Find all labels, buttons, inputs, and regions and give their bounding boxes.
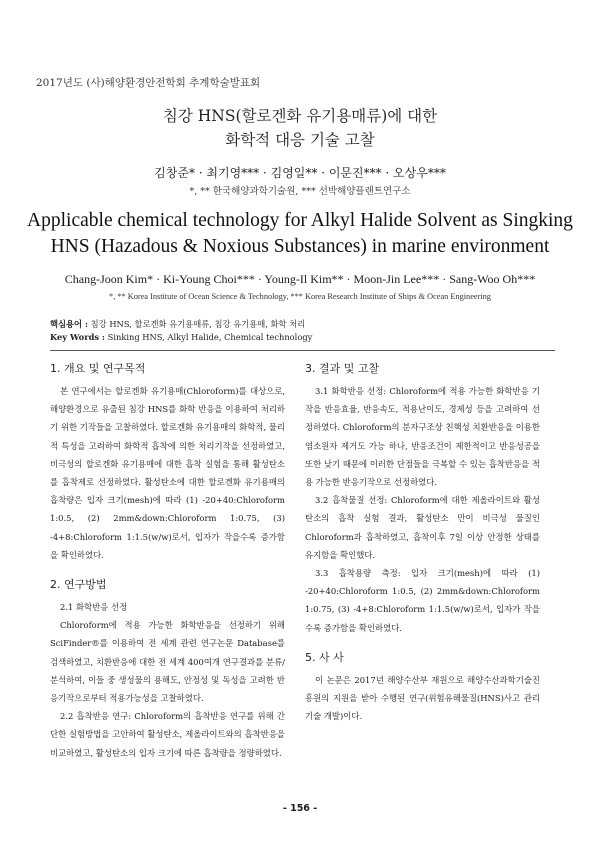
korean-affiliations: *, ** 한국해양과학기술원, *** 선박해양플랜트연구소 [189, 186, 411, 197]
section-2-paragraph-1: Chloroform에 적용 가능한 화학반응을 선정하기 위해 SciFinder®를 이용하여 전 세계 관련 연구논문 Database를 검색하였고, 치환반응에 대한 전 세계 400여개 연구결과를 분류/분석하여, 이들 중 생성물의 용해도, 안정성 및 독성을 고려한 반응기작으로부터 적용가능성을 고찰하였다. [50, 620, 285, 704]
right-column [305, 360, 540, 725]
header-divider [50, 350, 555, 351]
english-title-line-2: HNS (Hazadous & Noxious Substances) in marine environment [50, 236, 550, 257]
left-column [50, 360, 285, 762]
section-3-paragraph-3: 3.3 흡착용량 측정: 입자 크기(mesh)에 따라 (1) -20+40:Chloroform 1:0.5, (2) 2mm&down:Chloroform 1:0.75, (3) -4+8:Chloroform 1:1.5(w/w)로서, 입자가 작을수록 증가함을 확인하였다. [305, 568, 540, 633]
conference-header: 2017년도 (사)해양환경안전학회 추계학술발표회 [36, 77, 261, 89]
english-title-line-1: Applicable chemical technology for Alkyl Halide Solvent as Singking [27, 210, 573, 231]
section-2-heading: 2. 연구방법 [50, 578, 107, 592]
section-1-heading: 1. 개요 및 연구목적 [50, 362, 146, 375]
keywords-korean-text: 침강 HNS, 할로겐화 유기용매류, 침강 유기용매, 화학 처리 [90, 319, 306, 329]
section-3-heading: 3. 결과 및 고찰 [305, 362, 380, 375]
section-2-subheading: 2.1 화학반응 선정 [60, 602, 128, 613]
page-number: - 156 - [282, 803, 318, 814]
section-1-paragraph: 본 연구에서는 할로겐화 유기용매(Chloroform)를 대상으로, 해양환경으로 유출된 침강 HNS를 화학 반응을 이용하여 처리하기 위한 기작들을 고찰하였다. 할로겐화 유기용매의 화학적, 물리적 특성을 고려하여 화학적 흡착에 의한 처리기작을 선정하였고, 비극성의 할로겐화 유기용매에 대한 흡착 실험을 통해 활성탄소를 흡착제로 선정하였다. 활성탄소에 대한 할로겐화 유기용매의 흡착량은 입자 크기(mesh)에 따라 (1) -20+40:Chloroform 1:0.5, (2) 2mm&down:Chloroform 1:0.75, (3) -4+8:Chloroform 1:1.5(w/w)로서, 입자가 작을수록 증가함을 확인하였다. [50, 386, 285, 560]
korean-title-line-1: 침강 HNS(할로겐화 유기용매류)에 대한 [162, 107, 438, 125]
english-affiliations: *, ** Korea Institute of Ocean Science & Technology, *** Korea Research Institute of Ships & Ocean Engineering [109, 292, 491, 301]
keywords-korean [50, 318, 305, 330]
keywords-korean-label: 핵심용어 : [50, 319, 89, 329]
section-5-heading: 5. 사 사 [305, 650, 344, 664]
keywords-english-label: Key Words : [50, 332, 105, 342]
korean-title-line-2: 화학적 대응 기술 고찰 [225, 131, 375, 149]
keywords-english-text: Sinking HNS, Alkyl Halide, Chemical technology [107, 332, 313, 342]
section-3-paragraph-2: 3.2 흡착물질 선정: Chloroform에 대한 제올라이트와 활성탄소의 흡착 실험 결과, 활성탄소 만이 비극성 물질인 Chloroform과 흡착하였고, 흡착이후 7일 이상 안정한 상태를 유지함을 확인했다. [305, 495, 540, 560]
english-authors: Chang-Joon Kim* · Ki-Young Choi*** · Young-Il Kim** · Moon-Jin Lee*** · Sang-Woo Oh*** [64, 272, 536, 286]
korean-authors: 김창준* · 최기영*** · 김영일** · 이문진*** · 오상우*** [154, 166, 446, 180]
section-3-paragraph-1: 3.1 화학반응 선정: Chloroform에 적용 가능한 화학반응 기작을 반응효율, 반응속도, 적용난이도, 경제성 등을 고려하여 선정하였다. Chloroform의 분자구조상 친핵성 치환반응을 이용한 염소원자 제거도 가능 하나, 반응조건이 제한적이고 반응성공을 또한 낮기 때문에 이러한 단점들을 극복할 수 있는 흡착반응을 적용 가능한 반응기작으로 선정하였다. [305, 386, 540, 488]
keywords-english [50, 332, 312, 342]
section-2-paragraph-2: 2.2 흡착반응 연구: Chloroform의 흡착반응 연구를 위해 간단한 실험방법을 고안하여 활성탄소, 제올라이트와의 흡착반응을 비교하였고, 활성탄소의 입자 크기에 따른 흡착량을 정량하였다. [50, 711, 285, 758]
section-5-paragraph: 이 논문은 2017년 해양수산부 재원으로 해양수산과학기술진흥원의 지원을 받아 수행된 연구(위험유해물질(HNS)사고 관리기술 개발)이다. [305, 674, 540, 722]
